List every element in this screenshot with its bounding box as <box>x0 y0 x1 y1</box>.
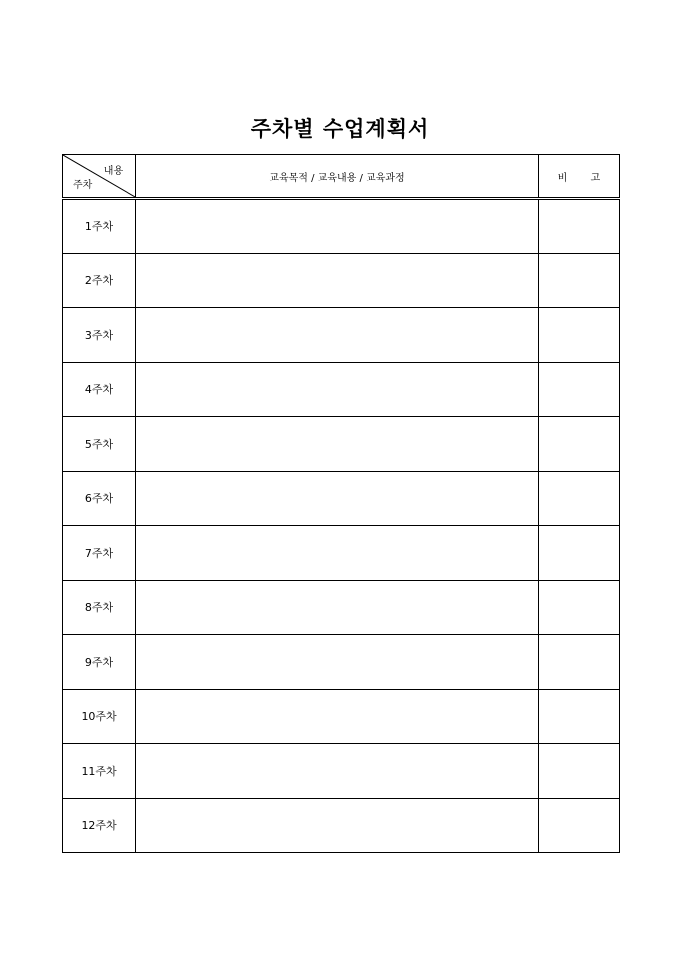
table-row <box>63 580 620 635</box>
content-cell[interactable] <box>136 417 539 472</box>
note-cell[interactable] <box>538 308 619 363</box>
week-label: 2주차 <box>63 253 136 308</box>
week-label: 4주차 <box>63 362 136 417</box>
note-cell[interactable] <box>538 199 619 254</box>
table-row <box>63 798 620 853</box>
page-title: 주차별 수업계획서 <box>250 117 430 141</box>
table-row <box>63 471 620 526</box>
content-cell[interactable] <box>136 580 539 635</box>
week-label: 11주차 <box>63 744 136 799</box>
weekly-plan-table <box>62 154 620 853</box>
note-cell[interactable] <box>538 471 619 526</box>
note-cell[interactable] <box>538 744 619 799</box>
week-label: 12주차 <box>63 798 136 853</box>
week-label: 1주차 <box>63 199 136 254</box>
content-cell[interactable] <box>136 471 539 526</box>
table-row <box>63 526 620 581</box>
table-row <box>63 199 620 254</box>
corner-week-label: 주차 <box>73 180 93 191</box>
week-label: 6주차 <box>63 471 136 526</box>
note-cell[interactable] <box>538 417 619 472</box>
note-cell[interactable] <box>538 635 619 690</box>
week-label: 9주차 <box>63 635 136 690</box>
table-row <box>63 308 620 363</box>
table-row <box>63 744 620 799</box>
content-cell[interactable] <box>136 253 539 308</box>
note-cell[interactable] <box>538 362 619 417</box>
table-row <box>63 635 620 690</box>
content-cell[interactable] <box>136 308 539 363</box>
table-row <box>63 689 620 744</box>
table-row <box>63 362 620 417</box>
content-cell[interactable] <box>136 689 539 744</box>
table-row <box>63 417 620 472</box>
content-cell[interactable] <box>136 798 539 853</box>
note-cell[interactable] <box>538 689 619 744</box>
week-label: 7주차 <box>63 526 136 581</box>
content-header: 교육목적 / 교육내용 / 교육과정 <box>136 155 539 199</box>
week-label: 10주차 <box>63 689 136 744</box>
table-header-row <box>63 155 620 199</box>
table-row <box>63 253 620 308</box>
note-header: 비 고 <box>538 155 619 199</box>
content-cell[interactable] <box>136 744 539 799</box>
note-cell[interactable] <box>538 526 619 581</box>
corner-header-cell <box>63 155 136 199</box>
content-cell[interactable] <box>136 362 539 417</box>
content-cell[interactable] <box>136 635 539 690</box>
week-label: 8주차 <box>63 580 136 635</box>
content-cell[interactable] <box>136 199 539 254</box>
corner-content-label: 내용 <box>103 166 124 177</box>
week-rows <box>63 199 620 853</box>
week-label: 5주차 <box>63 417 136 472</box>
note-cell[interactable] <box>538 798 619 853</box>
content-cell[interactable] <box>136 526 539 581</box>
note-cell[interactable] <box>538 580 619 635</box>
week-label: 3주차 <box>63 308 136 363</box>
note-cell[interactable] <box>538 253 619 308</box>
